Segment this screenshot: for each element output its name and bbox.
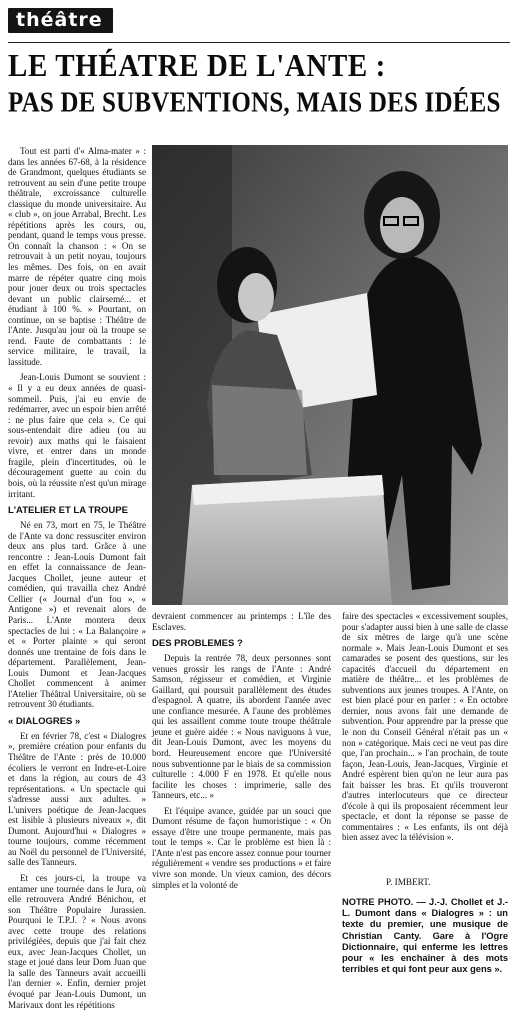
header-rule: [8, 42, 510, 43]
col1-paragraph-4: Et en février 78, c'est « Dialogres », première création pour enfants du Théâtre de l'Ante : près de 10.000 écoliers le verront en Indre-et-Loire et dans la région, au cours de 43 représentations. « Un spectacle qui s'adresse aussi aux adultes. » L'univers poétique de Jean-Jacques est lisible à plusieurs niveaux », dit Dumont. Aujourd'hui « Dialogres » tourne toujours, comme récemment au Noël du personnel de l'Université, salle des Tanneurs.: [8, 730, 146, 868]
col1-paragraph-5: Et ces jours-ci, la troupe va entamer une tournée dans le Jura, où elle retrouvera André Bénichou, et son Théâtre Populaire Jurassien. Pourquoi le T.P.J. ? « Nous avons avec cette troupe des relations privilégiées, depuis que j'ai fait chez eux, avec Jean-Jacques Chollet, un stage et joué dans leur Dom Juan que la salle des Tanneurs avait accueilli l'an dernier ». Enfin, dernier projet évoqué par Jean-Louis Dumont, un Marivaux dont les répétitions: [8, 873, 146, 1010]
section-tag: théâtre: [8, 8, 113, 33]
column-2: [152, 611, 331, 890]
subheading-dialogres: « DIALOGRES »: [8, 715, 81, 727]
column-1: [8, 146, 146, 1010]
col2-paragraph-3: Et l'équipe avance, guidée par un souci que Dumont résume de façon humoristique : « On essaye d'être une troupe permanente, mais pas tout le temps ». Car le problème est bien là : l'Ante n'est pas encore assez connue pour tourner régulièrement « vendre ses productions » et faire vivre son monde. Un vieux camion, des décors simples et la volonté de: [152, 805, 331, 890]
col2-paragraph-1: devraient commencer au printemps : L'île des Esclaves.: [152, 611, 331, 632]
column-3: [342, 611, 508, 843]
subheading-atelier: L'ATELIER ET LA TROUPE: [8, 505, 128, 517]
col3-paragraph-1: faire des spectacles « excessivement souples, pour s'adapter aussi bien à une salle de classe de six mètres de large qu'à une scène normale ». Mais Jean-Louis Dumont et ses camarades se posent des questions, sur les capacités d'accueil du département en matière de théâtre... et les problèmes de subventions aux jeunes troupes. A l'Ante, on est bien placé pour en parler : « En octobre dernier, nous avons fait une demande de subvention. Pour apprendre par la presse que le non du Conseil Général n'était pas un « non » catégorique. Mais ceci ne veut pas dire que, l'an prochain... » l'an prochain, de toute façon, Jean-Louis, Jean-Jacques, Virginie et André espèrent bien qu'on ne leur aura pas fait baisser les bras. Et qu'ils trouveront d'autres interlocuteurs que ce directeur d'école à qui ils proposaient récemment leur spectacle, et dont la réponse se passe de commentaires : « Les enfants, ils ont déjà bien assez avec la télévision ».: [342, 611, 508, 843]
col2-paragraph-2: Depuis la rentrée 78, deux personnes sont venues grossir les rangs de l'Ante : André Samson, régisseur et comédien, et Virginie Gaillard, qui poursuit parallèlement des études d'espagnol. A quatre, ils abordent l'année avec une confiance mesurée. A l'aune des problèmes qui les assaillent comme toute troupe théâtrale jeune et guère aidée : « Nous naviguons à vue, dit Jean-Louis Dumont, avec les moyens du bord. Heureusement encore que l'Université nous subventionne par le biais de sa commission culturelle : 4.000 F en 1978. Et qu'elle nous facilite les choses : imprimerie, salle des Tanneurs, etc... »: [152, 653, 331, 801]
article-photo: [152, 145, 508, 605]
author-signature: P. IMBERT.: [386, 877, 431, 887]
photo-caption: NOTRE PHOTO. — J.-J. Chollet et J.-L. Dumont dans « Dialogres » : un texte du premier, une musique de Christian Canty. Gare à l'Ogre Dictionnaire, qui enferme les lettres pour « les enchaîner à des mots terribles et qui font peur aux gens ».: [342, 897, 508, 975]
photo-illustration: [152, 145, 508, 605]
headline-line-2: PAS DE SUBVENTIONS, MAIS DES IDÉES: [8, 88, 501, 119]
col1-paragraph-3: Né en 73, mort en 75, le Théâtre de l'Ante va donc ressusciter environ deux ans plus tard. Grâce à une rencontre : Jean-Louis Dumont fait en effet la connaissance de Jean-Jacques Chollet, jeune auteur et comédien, qui travailla chez André Cellier (« Journal d'un fou », « Antigone ») et revenait alors de Paris... L'Ante montera deux spectacles de lui : « La Balançoire » et « Porter plainte » qui seront donnés une trentaine de fois dans le département. Parallèlement, Jean-Louis Dumont et Jean-Jacques Chollet commencent à animer l'Atelier Théâtral Universitaire, où se retrouvent 30 étudiants.: [8, 520, 146, 710]
headline-line-1: LE THÉATRE DE L'ANTE :: [8, 49, 386, 84]
col1-paragraph-2: Jean-Louis Dumont se souvient : « Il y a eu deux années de quasi-sommeil. Puis, j'ai eu envie de redémarrer, avec un espoir bien arrêté : ne plus faire que cela ». Ce qui sous-entendait dire adieu (ou au revoir) aux maths qui le faisaient vivre, et entrer dans un monde fragile, plein d'incertitudes, où le découragement guette au coin du bois, où la réussite n'est qu'un mirage irritant.: [8, 372, 146, 499]
col1-paragraph-1: Tout est parti d'« Alma-mater » : dans les années 67-68, à la résidence de Grandmont, quelques étudiants se retrouvent au sein d'une petite troupe théâtrale, excroissance culturelle classique du monde universitaire. Au « club », on joue Arrabal, Brecht. Les répétitions après les cours, ou, pendant, quand le temps vous presse. On connaît la chanson : « On se retrouvait à un petit noyau, toujours les mêmes. Des fois, on en avait marre de répéter quatre cinq mois pour jouer deux ou trois spectacles devant un public clairsemé... et étudiant à 100 %. » Pourtant, on continue, on se baptise : Théâtre de l'Ante. Jusqu'au jour où la troupe se rend. Faute de combattants : le service militaire, le travail, la lassitude.: [8, 146, 146, 367]
subheading-problemes: DES PROBLEMES ?: [152, 638, 243, 650]
